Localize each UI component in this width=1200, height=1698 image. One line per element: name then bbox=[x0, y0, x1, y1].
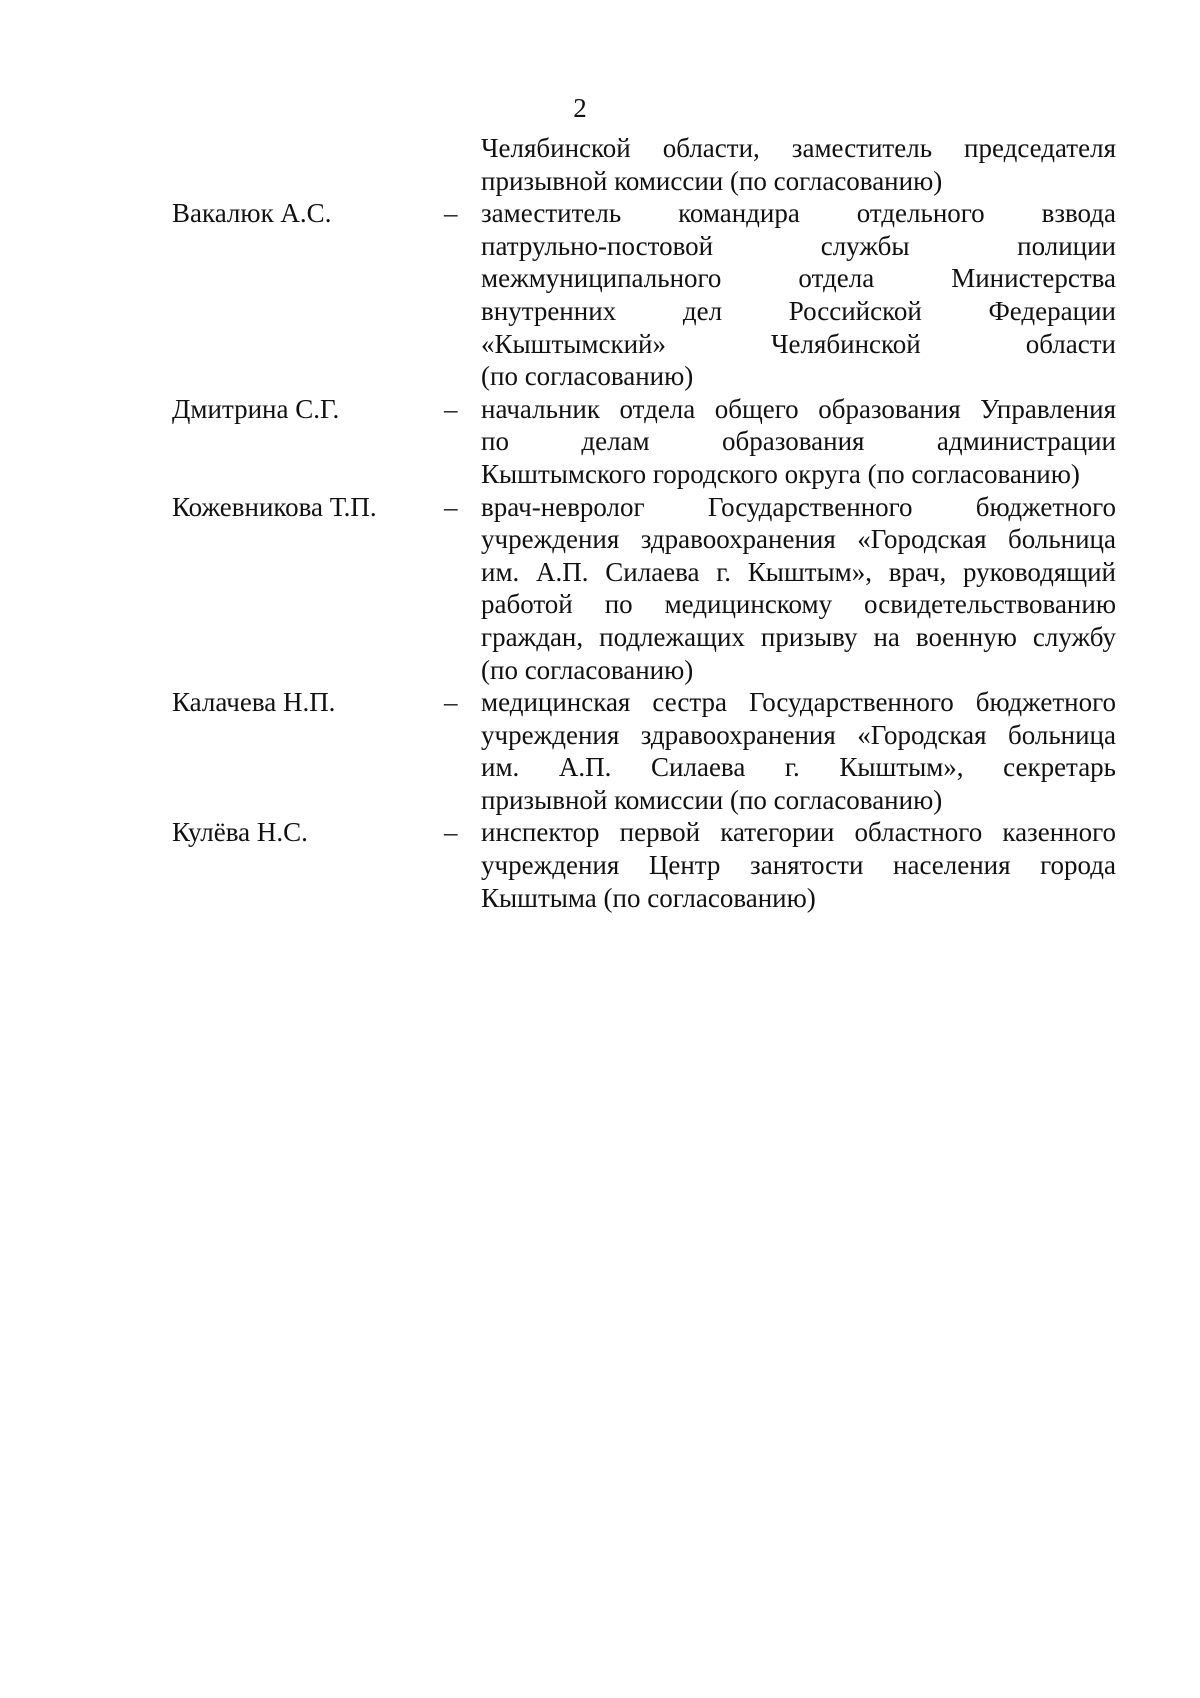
dash-separator: – bbox=[444, 198, 458, 229]
description-line: «Кыштымский» Челябинской области bbox=[481, 328, 1116, 359]
dash-separator: – bbox=[444, 491, 458, 522]
member-name: Калачева Н.П. bbox=[172, 687, 336, 718]
description-line: внутренних дел Российской Федерации bbox=[481, 295, 1116, 326]
member-name: Вакалюк А.С. bbox=[172, 198, 332, 229]
description-line: граждан, подлежащих призыву на военную службу bbox=[481, 621, 1116, 652]
member-position bbox=[481, 686, 1116, 816]
description-line: по делам образования администрации bbox=[481, 426, 1116, 457]
description-line: межмуниципального отдела Министерства bbox=[481, 263, 1116, 294]
member-position bbox=[481, 491, 1116, 687]
member-position bbox=[481, 816, 1116, 914]
member-position bbox=[481, 393, 1116, 491]
dash-separator: – bbox=[444, 687, 458, 718]
member-name: Кулёва Н.С. bbox=[172, 817, 308, 848]
description-line: учреждения здравоохранения «Городская больница bbox=[481, 719, 1116, 750]
continuation-entry bbox=[0, 132, 1200, 197]
description-line: врач-невролог Государственного бюджетного bbox=[481, 491, 1116, 522]
description-line: инспектор первой категории областного казенного bbox=[481, 817, 1116, 848]
commission-members-list bbox=[0, 132, 1200, 914]
dash-separator: – bbox=[444, 393, 458, 424]
description-line: работой по медицинскому освидетельствованию bbox=[481, 589, 1116, 620]
description-line: Челябинской области, заместитель председателя bbox=[481, 133, 1116, 163]
description-line: заместитель командира отдельного взвода bbox=[481, 198, 1116, 229]
member-name: Кожевникова Т.П. bbox=[172, 491, 377, 522]
description-line: начальник отдела общего образования Управления bbox=[481, 393, 1116, 424]
description-line: призывной комиссии (по согласованию) bbox=[481, 165, 943, 196]
description-line: Кыштымского городского округа (по согласованию) bbox=[481, 458, 1080, 489]
description-line: Кыштыма (по согласованию) bbox=[481, 882, 816, 913]
description-line: (по согласованию) bbox=[481, 654, 694, 685]
dash-separator: – bbox=[444, 817, 458, 848]
description-line: им. А.П. Силаева г. Кыштым», врач, руководящий bbox=[481, 556, 1116, 587]
member-entry bbox=[0, 816, 1200, 914]
member-position bbox=[481, 197, 1116, 393]
member-entry bbox=[0, 491, 1200, 687]
description-line: учреждения здравоохранения «Городская больница bbox=[481, 524, 1116, 555]
member-entry bbox=[0, 393, 1200, 491]
page-number: 2 bbox=[573, 93, 587, 123]
member-entry bbox=[0, 686, 1200, 816]
description-line: им. А.П. Силаева г. Кыштым», секретарь bbox=[481, 752, 1116, 783]
description-line: призывной комиссии (по согласованию) bbox=[481, 784, 943, 815]
continuation-description bbox=[481, 132, 1116, 197]
description-line: (по согласованию) bbox=[481, 361, 694, 392]
description-line: учреждения Центр занятости населения города bbox=[481, 850, 1116, 881]
description-line: медицинская сестра Государственного бюджетного bbox=[481, 687, 1116, 718]
member-name: Дмитрина С.Г. bbox=[172, 393, 340, 424]
description-line: патрульно-постовой службы полиции bbox=[481, 230, 1116, 261]
member-entry bbox=[0, 197, 1200, 393]
